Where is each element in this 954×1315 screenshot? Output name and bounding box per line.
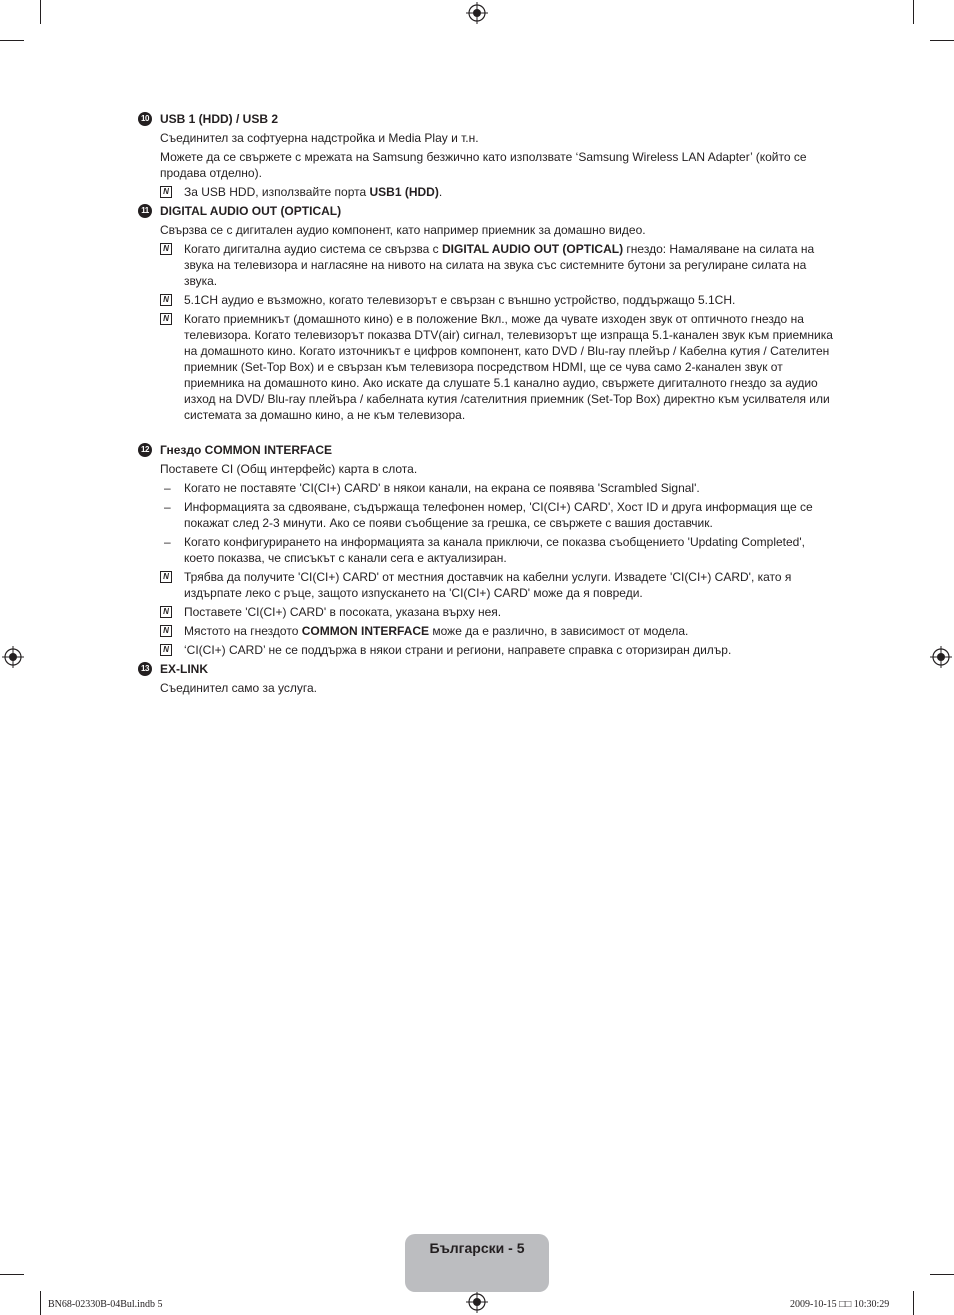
dash-mark: –: [164, 481, 171, 495]
paragraph: Можете да се свържете с мрежата на Samsung безжично като използвате ‘Samsung Wireless LAN Adapter’ (който се продава отделно).: [160, 150, 807, 180]
note-text: Поставете 'CI(CI+) CARD' в посоката, указана върху нея.: [184, 605, 502, 619]
registration-mark-icon: [466, 1291, 488, 1313]
section-number-icon: 10: [138, 112, 152, 126]
note-bold: DIGITAL AUDIO OUT (OPTICAL): [441, 242, 624, 256]
dash-item: [138, 480, 838, 496]
page-number-label: Български - 5: [429, 1240, 525, 1256]
note-text: гнездо: Намаляване на силата на звука на телевизора и нагласяне на нивото на силата на звука със системните бутони за регулиране силата на звука.: [184, 242, 815, 288]
dash-item: [138, 499, 838, 531]
note-text: За USB HDD, използвайте порта: [184, 185, 370, 199]
note-text: Мястото на гнездото: [184, 624, 302, 638]
crop-mark-bottom-left-v: [40, 1291, 41, 1315]
note-item: [138, 569, 838, 601]
note-icon: N: [160, 644, 172, 656]
note-text: може да е различно, в зависимост от модела.: [429, 624, 689, 638]
note-icon: N: [160, 294, 172, 306]
section-number-icon: 11: [138, 204, 152, 218]
note-icon: N: [160, 243, 172, 255]
note-icon: N: [160, 186, 172, 198]
registration-mark-icon: [930, 646, 952, 668]
section-title: COMMON INTERFACE: [204, 443, 333, 457]
dash-text: Когато конфигурирането на информацията за канала приключи, се показва съобщението 'Updating Completed', което показва, че списъкът с канали сега е актуализиран.: [184, 535, 805, 565]
section-heading: [138, 203, 838, 219]
slug-file-info: BN68-02330B-04Bul.indb 5: [48, 1299, 163, 1310]
section-ex-link: [138, 661, 838, 696]
note-text: .: [438, 185, 443, 199]
registration-mark-icon: [2, 646, 24, 668]
slug-timestamp: 2009-10-15 □□ 10:30:29: [790, 1299, 890, 1310]
paragraph: Свързва се с дигитален аудио компонент, като например приемник за домашно видео.: [160, 223, 646, 237]
paragraph: Поставете CI (Общ интерфейс) карта в слота.: [160, 462, 418, 476]
section-title-prefix: Гнездо: [160, 443, 205, 457]
note-icon: N: [160, 625, 172, 637]
note-text: Когато дигитална аудио система се свързва с: [184, 242, 442, 256]
page-number-tab: [405, 1234, 549, 1292]
dash-text: Информацията за сдвояване, съдържаща телефонен номер, 'CI(CI+) CARD', Хост ID и друга информация ще се покажат след 2-3 минути. Ако се появи съобщение за грешка, се свържете с вашия доставчик.: [184, 500, 813, 530]
note-bold: USB1 (HDD): [369, 185, 439, 199]
note-text: 5.1CH аудио е възможно, когато телевизорът е свързан с външно устройство, поддържащо 5.1CH.: [184, 293, 736, 307]
section-number-icon: 12: [138, 443, 152, 457]
note-item: [138, 292, 838, 308]
section-title: USB 1 (HDD) / USB 2: [160, 112, 279, 126]
crop-mark-top-right-h: [930, 40, 954, 41]
dash-mark: –: [164, 500, 171, 514]
crop-mark-top-right-v: [913, 0, 914, 24]
note-item: [138, 642, 838, 658]
paragraph: Съединител само за услуга.: [160, 681, 318, 695]
note-text: ‘CI(CI+) CARD’ не се поддържа в някои страни и региони, направете справка с оторизиран дилър.: [184, 643, 732, 657]
crop-mark-bottom-right-v: [913, 1291, 914, 1315]
note-bold: COMMON INTERFACE: [301, 624, 430, 638]
paragraph: Съединител за софтуерна надстройка и Media Play и т.н.: [160, 131, 479, 145]
crop-mark-top-left-h: [0, 40, 24, 41]
registration-mark-icon: [466, 2, 488, 24]
section-title: EX-LINK: [160, 662, 208, 676]
note-item: [138, 623, 838, 639]
page-content: [138, 111, 838, 699]
crop-mark-bottom-left-h: [0, 1274, 24, 1275]
note-item: [138, 184, 838, 200]
dash-mark: –: [164, 535, 171, 549]
section-number-icon: 13: [138, 662, 152, 676]
crop-mark-bottom-right-h: [930, 1274, 954, 1275]
section-title: DIGITAL AUDIO OUT (OPTICAL): [160, 204, 342, 218]
dash-item: [138, 534, 838, 566]
section-digital-audio-out: [138, 203, 838, 423]
section-heading: [138, 111, 838, 127]
section-heading: [138, 661, 838, 677]
note-text: Трябва да получите 'CI(CI+) CARD' от местния доставчик на кабелни услуги. Извадете 'CI(CI+) CARD', като я издърпате леко с ръце, защото изпускането на 'CI(CI+) CARD' може да я повреди.: [184, 570, 792, 600]
note-icon: N: [160, 606, 172, 618]
note-icon: N: [160, 313, 172, 325]
dash-text: Когато не поставяте 'CI(CI+) CARD' в някои канали, на екрана се появява 'Scrambled Signal'.: [184, 481, 700, 495]
section-heading: [138, 442, 838, 458]
note-item: [138, 604, 838, 620]
note-text: Когато приемникът (домашното кино) е в положение Вкл., може да чувате изходен звук от оптичното гнездо на телевизора. Когато телевизорът показва DTV(air) сигнал, телевизорът ще изпраща 5.1-канален звук към приемника на домашното кино. Когато източникът е цифров компонент, като DVD / Blu-ray плейър / Кабелна кутия / Сателитен приемник (Set-Top Box) и е свързан към телевизора посредством HDMI, ще се чува само 2-канален звук от приемника на домашното кино. Ако искате да слушате 5.1 канално аудио, свържете дигиталното гнездо за аудио изход на DVD/ Blu-ray плейъра / кабелната кутия /сателитния приемник (Set-Top Box) директно към усилвателя или системата за домашно кино, а не към телевизора.: [184, 312, 833, 422]
section-common-interface: [138, 442, 838, 658]
note-item: [138, 311, 838, 423]
note-icon: N: [160, 571, 172, 583]
note-item: [138, 241, 838, 289]
section-usb: [138, 111, 838, 200]
crop-mark-top-left-v: [40, 0, 41, 24]
